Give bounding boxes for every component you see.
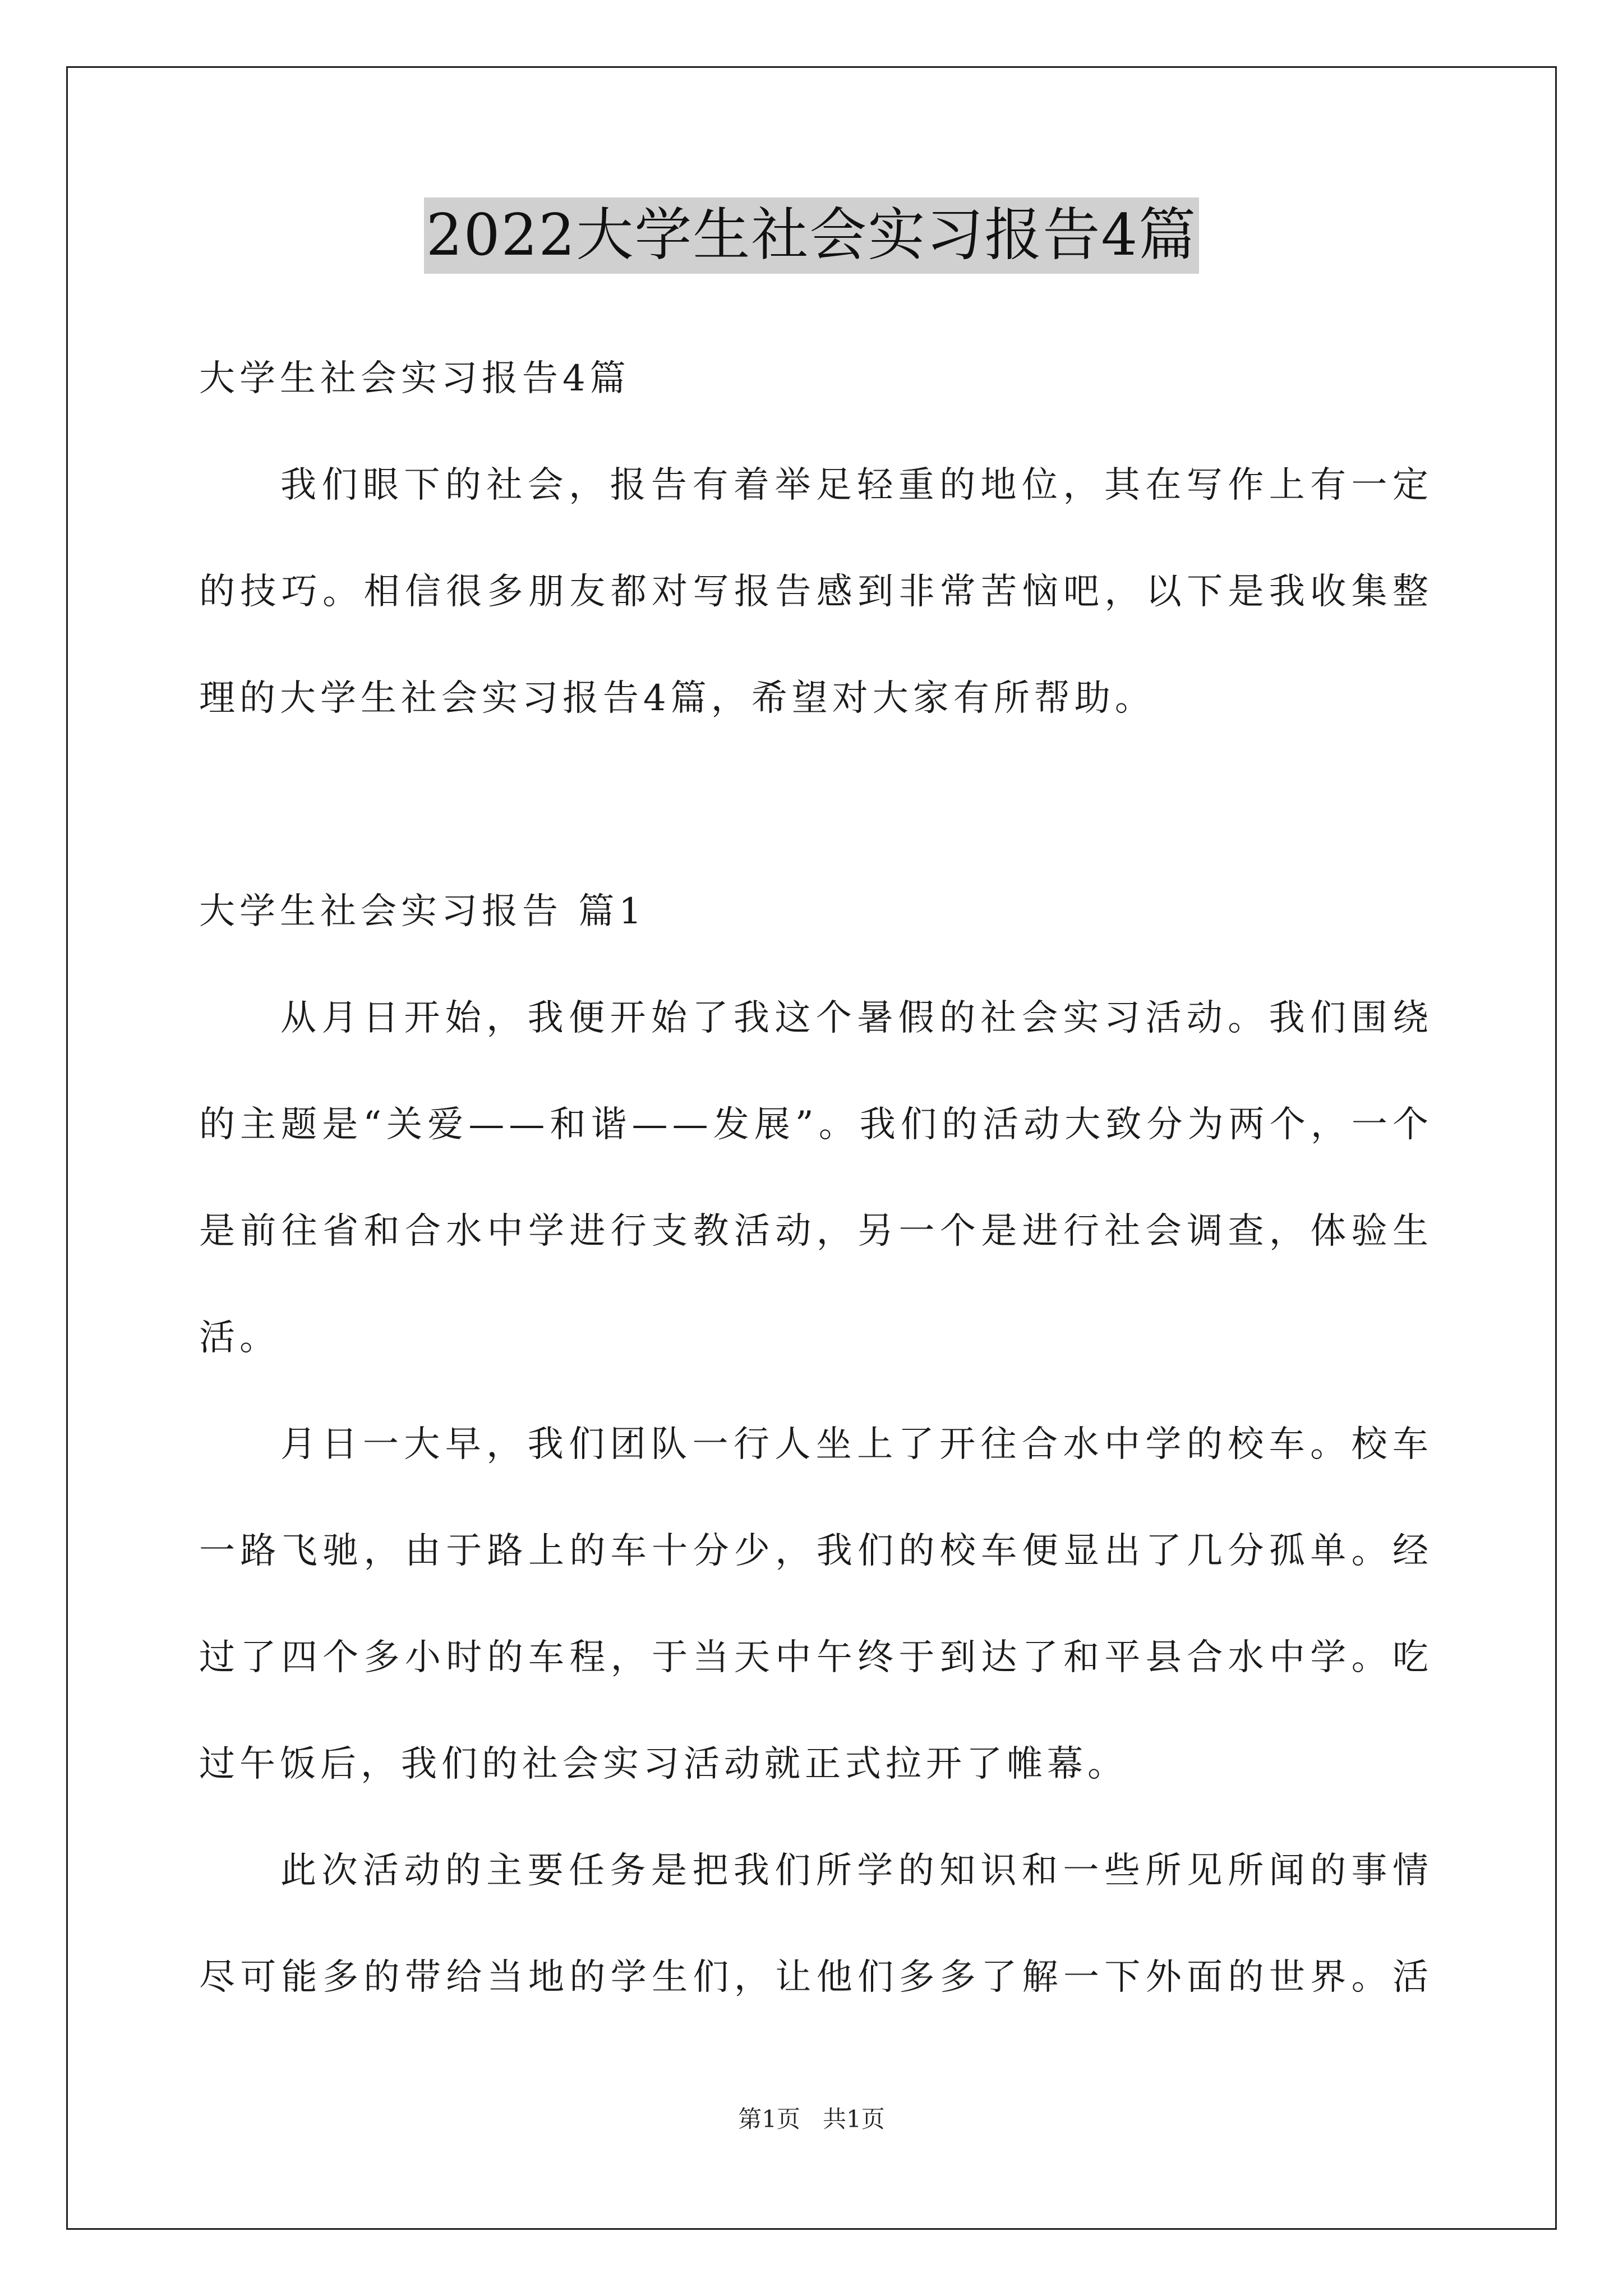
intro-line-2: 的技巧。相信很多朋友都对写报告感到非常苦恼吧，以下是我收集整 <box>199 571 1433 613</box>
paragraph2-line-3: 过了四个多小时的车程，于当天中午终于到达了和平县合水中学。吃 <box>199 1637 1433 1678</box>
intro-line-1: 我们眼下的社会，报告有着举足轻重的地位，其在写作上有一定 <box>280 464 1433 506</box>
paragraph2-line-4: 过午饭后，我们的社会实习活动就正式拉开了帷幕。 <box>199 1743 1128 1785</box>
paragraph3-line-1: 此次活动的主要任务是把我们所学的知识和一些所见所闻的事情 <box>280 1850 1433 1892</box>
intro-line-3: 理的大学生社会实习报告4篇，希望对大家有所帮助。 <box>199 678 1155 719</box>
page-footer: 第1页 共1页 <box>738 2105 885 2133</box>
paragraph1-line-4: 活。 <box>199 1317 280 1359</box>
paragraph2-line-2: 一路飞驰，由于路上的车十分少，我们的校车便显出了几分孤单。经 <box>199 1530 1433 1572</box>
paragraph2-line-1: 月日一大早，我们团队一行人坐上了开往合水中学的校车。校车 <box>280 1424 1433 1465</box>
paragraph3-line-2: 尽可能多的带给当地的学生们，让他们多多了解一下外面的世界。活 <box>199 1957 1433 1998</box>
paragraph1-line-3: 是前往省和合水中学进行支教活动，另一个是进行社会调查，体验生 <box>199 1211 1433 1252</box>
paragraph1-line-1: 从月日开始，我便开始了我这个暑假的社会实习活动。我们围绕 <box>280 997 1433 1039</box>
paragraph1-line-2: 的主题是“关爱——和谐——发展”。我们的活动大致分为两个，一个 <box>199 1104 1433 1145</box>
document-subtitle: 大学生社会实习报告4篇 <box>199 358 630 399</box>
section-heading: 大学生社会实习报告 篇1 <box>199 891 647 932</box>
document-title: 2022大学生社会实习报告4篇 <box>424 197 1199 274</box>
title-container <box>0 197 1623 274</box>
